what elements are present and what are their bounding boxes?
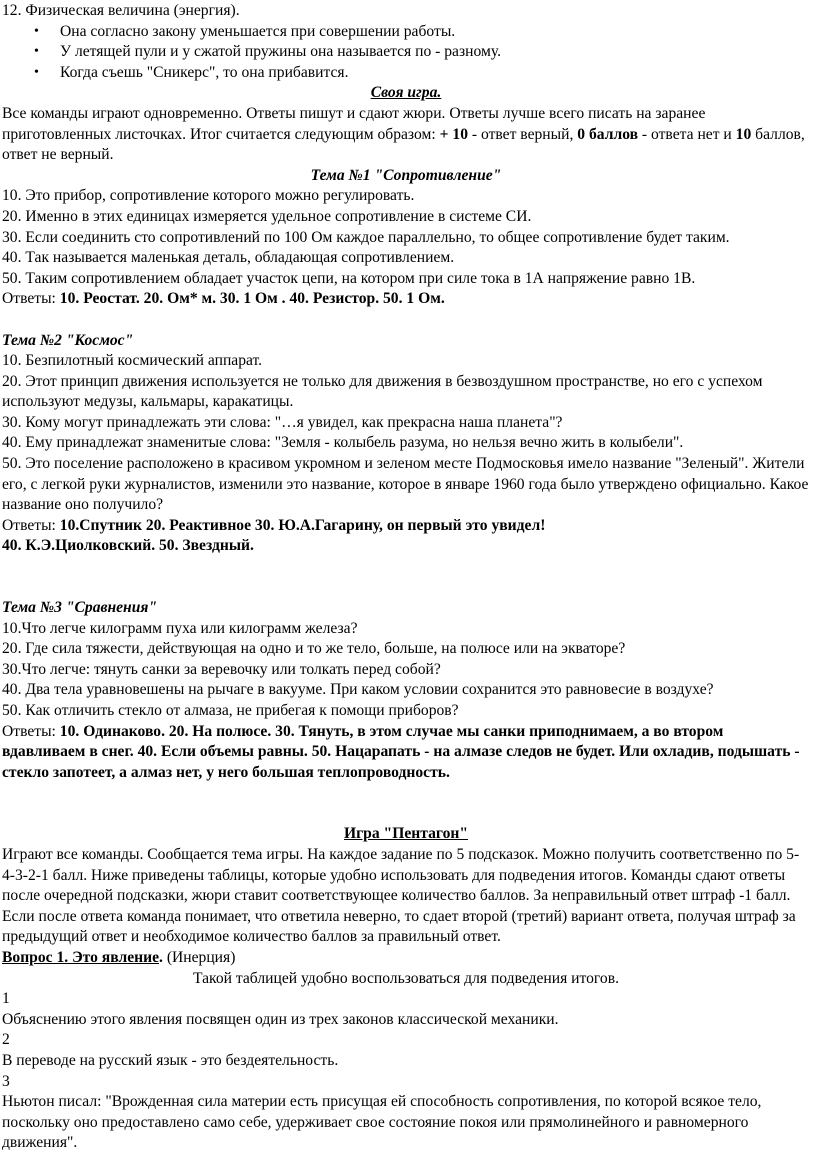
question: 40. Ему принадлежат знаменитые слова: "Земля - колыбель разума, но нельзя вечно жить в колыбели". (2, 434, 684, 452)
hint-bullet: • Она согласно закону уменьшается при совершении работы. (60, 22, 810, 43)
question: 20. Этот принцип движения используется не только для движения в безвоздушном пространстве, но его с успехом используют медузы, кальмары, каракатицы. (2, 372, 763, 411)
question: 20. Именно в этих единицах измеряется удельное сопротивление в системе СИ. (2, 207, 532, 225)
theme-1-title: Тема №1 "Сопротивление" (310, 166, 502, 184)
question: 50. Это поселение расположено в красивом укромном и зеленом месте Подмосковья имело название "Зеленый". Жители его, с легкой руки журналистов, изменили это название, которое в январе 1960 года было утверждено официально. Какое название оно получило? (2, 455, 809, 514)
svoya-igra-title: Своя игра. (370, 84, 442, 102)
table-note: Такой таблицей удобно воспользоваться для подведения итогов. (193, 969, 619, 987)
hint-text: Объяснению этого явления посвящен один из трех законов классической механики. (2, 1010, 559, 1028)
hint-number: 1 (2, 990, 10, 1008)
theme-2-answers: Ответы: 10.Спутник 20. Реактивное 30. Ю.А.Гагарину, он первый это увидел! (2, 516, 546, 534)
theme-3-answers: Ответы: 10. Одинаково. 20. На полюсе. 30. Тянуть, в этом случае мы санки приподнимаем, а во втором вдавливаем в снег. 40. Если объемы равны. 50. Нацарапать - на алмазе следов не будет. Или охладив, подышать - стекло запотеет, а алмаз нет, у него большая теплопроводность. (2, 722, 800, 781)
hint-text: Ньютон писал: "Врожденная сила материи есть присущая ей способность сопротивления, по которой всякое тело, поскольку оно предоставлено само себе, удерживает свое состояние покоя или прямолинейного и равномерного движения". (2, 1093, 762, 1152)
pentagon-title: Игра "Пентагон" (343, 825, 469, 843)
item-12-title: 12. Физическая величина (энергия). (2, 2, 240, 19)
hint-number: 2 (2, 1031, 10, 1049)
item-12-hints (2, 22, 810, 84)
hint-number: 3 (2, 1072, 10, 1090)
document-page (0, 1, 812, 1154)
pentagon-rules: Играют все команды. Сообщается тема игры. На каждое задание по 5 подсказок. Можно получить соответственно по 5-4-3-2-1 балл. Ниже приведены таблицы, которые удобно использовать для подведения итогов. Команды сдают ответы после очередной подсказки, жюри ставит соответствующее количество баллов. За неправильный ответ штраф -1 балл. Если после ответа команда понимает, что ответила неверно, то сдает второй (третий) вариант ответа, получая штраф за предыдущий ответ и необходимое количество баллов за правильный ответ. (2, 845, 800, 946)
question: 30.Что легче: тянуть санки за веревочку или толкать перед собой? (2, 660, 441, 678)
question: 30. Если соединить сто сопротивлений по 100 Ом каждое параллельно, то общее сопротивление будет таким. (2, 228, 730, 246)
question: 50. Как отличить стекло от алмаза, не прибегая к помощи приборов? (2, 702, 459, 719)
question: 40. Так называется маленькая деталь, обладающая сопротивлением. (2, 249, 455, 267)
hint-text: В переводе на русский язык - это бездеятельность. (2, 1051, 339, 1069)
question: 30. Кому могут принадлежать эти слова: "…я увидел, как прекрасна наша планета"? (2, 413, 563, 431)
theme-2-title: Тема №2 "Космос" (2, 331, 134, 349)
theme-1-answers: Ответы: 10. Реостат. 20. Ом* м. 30. 1 Ом . 40. Резистор. 50. 1 Ом. (2, 290, 445, 308)
theme-3-title: Тема №3 "Сравнения" (2, 599, 158, 617)
theme-2-answers-cont: 40. К.Э.Циолковский. 50. Звездный. (2, 537, 254, 555)
question: 50. Таким сопротивлением обладает участок цепи, на котором при силе тока в 1А напряжение равно 1В. (2, 269, 696, 287)
hint-bullet: • У летящей пули и у сжатой пружины она называется по - разному. (60, 42, 810, 63)
question: 10.Что легче килограмм пуха или килограмм железа? (2, 619, 358, 637)
question: 20. Где сила тяжести, действующая на одно и то же тело, больше, на полюсе или на экваторе? (2, 640, 626, 658)
hint-bullet: • Когда съешь "Сникерс", то она прибавится. (60, 63, 810, 84)
svoya-igra-rules: Все команды играют одновременно. Ответы пишут и сдают жюри. Ответы лучше всего писать на заранее приготовленных листочках. Итог считается следующим образом: + 10 - ответ верный, 0 баллов - ответа нет и 10 баллов, ответ не верный. (2, 104, 805, 164)
question-1-heading: Вопрос 1. Это явление. (Инерция) (2, 948, 236, 966)
question: 10. Это прибор, сопротивление которого можно регулировать. (2, 187, 415, 205)
question: 10. Безпилотный космический аппарат. (2, 352, 263, 370)
question: 40. Два тела уравновешены на рычаге в вакууме. При каком условии сохранится это равновесие в воздухе? (2, 681, 714, 699)
